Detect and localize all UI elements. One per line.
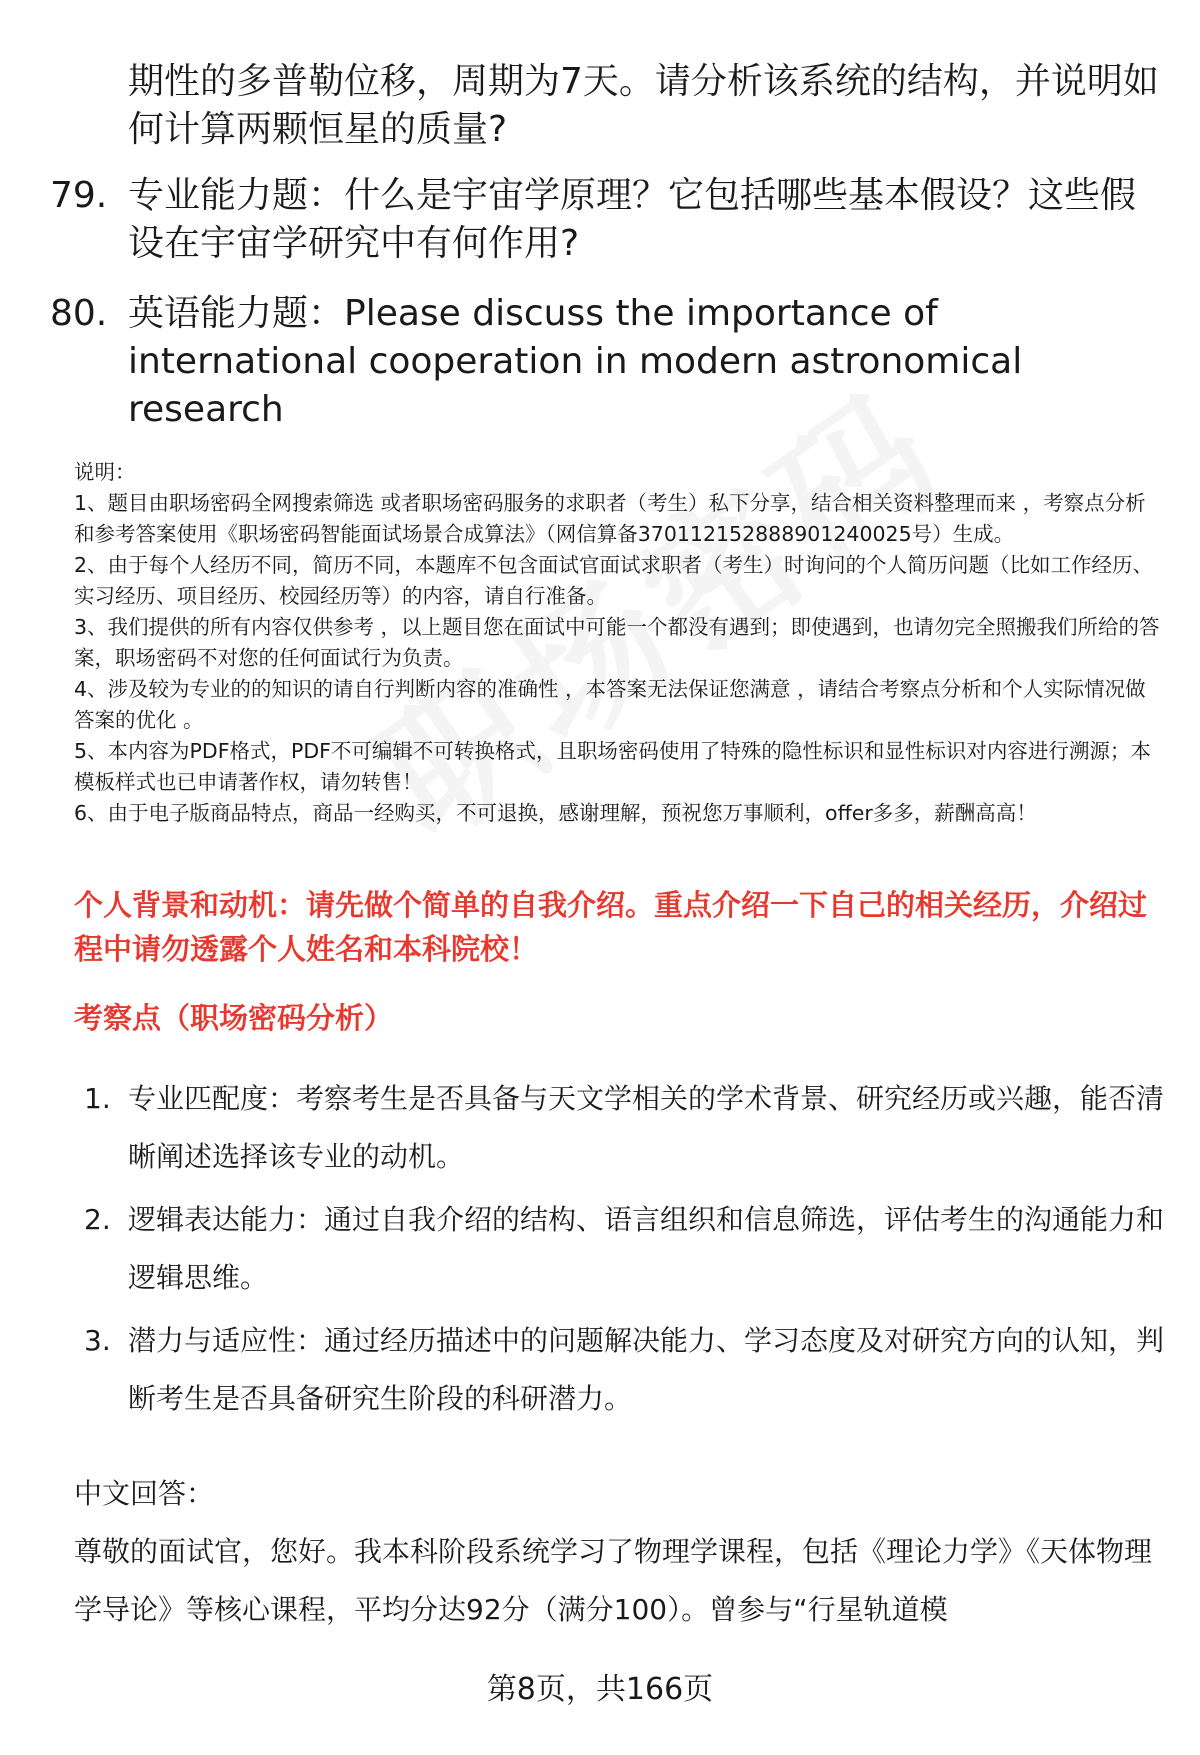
question-79 (50, 172, 1168, 268)
point-text: 逻辑表达能力：通过自我介绍的结构、语言组织和信息筛选，评估考生的沟通能力和逻辑思维。 (128, 1203, 1165, 1294)
point-text: 潜力与适应性：通过经历描述中的问题解决能力、学习态度及对研究方向的认知，判断考生是否具备研究生阶段的科研潜力。 (128, 1324, 1165, 1415)
question-number: 80. (50, 293, 108, 334)
question-text: 英语能力题：Please discuss the importance of international cooperation in modern astronomical research (128, 293, 1023, 430)
page-number: 第8页，共166页 (486, 1672, 714, 1707)
note-item: 6、由于电子版商品特点，商品一经购买，不可退换，感谢理解，预祝您万事顺利，offer多多，薪酬高高！ (74, 801, 1037, 825)
point-number: 1. (84, 1082, 111, 1115)
answer-label: 中文回答： (74, 1477, 215, 1510)
background-question: 个人背景和动机：请先做个简单的自我介绍。重点介绍一下自己的相关经历，介绍过程中请勿透露个人姓名和本科院校！ (74, 888, 1148, 966)
notes-title: 说明： (74, 460, 136, 484)
note-item: 4、涉及较为专业的的知识的请自行判断内容的准确性 ，本答案无法保证您满意 ，请结合考察点分析和个人实际情况做答案的优化 。 (74, 677, 1146, 732)
note-item: 2、由于每个人经历不同，简历不同，本题库不包含面试官面试求职者（考生）时询问的个人简历问题（比如工作经历、实习经历、项目经历、校园经历等）的内容，请自行准备。 (74, 553, 1154, 608)
question-80 (50, 290, 1168, 434)
analysis-points (74, 1070, 1174, 1433)
point-number: 3. (84, 1324, 111, 1357)
analysis-point (74, 1070, 1174, 1186)
point-text: 专业匹配度：考察考生是否具备与天文学相关的学术背景、研究经历或兴趣，能否清晰阐述选择该专业的动机。 (128, 1082, 1165, 1173)
point-number: 2. (84, 1203, 111, 1236)
question-number: 79. (50, 175, 108, 216)
note-item: 3、我们提供的所有内容仅供参考 ，以上题目您在面试中可能一个都没有遇到；即使遇到，也请勿完全照搬我们所给的答案，职场密码不对您的任何面试行为负责。 (74, 615, 1160, 670)
analysis-point (74, 1191, 1174, 1307)
analysis-title: 考察点（职场密码分析） (74, 1001, 394, 1035)
analysis-point (74, 1312, 1174, 1428)
note-item: 1、题目由职场密码全网搜索筛选 或者职场密码服务的求职者（考生）私下分享，结合相关资料整理而来 ，考察点分析和参考答案使用《职场密码智能面试场景合成算法》（网信算备370112152888901240025号）生成。 (74, 491, 1146, 546)
question-78-continuation: 期性的多普勒位移，周期为7天。请分析该系统的结构，并说明如何计算两颗恒星的质量? (128, 61, 1159, 150)
note-item: 5、本内容为PDF格式，PDF不可编辑不可转换格式，且职场密码使用了特殊的隐性标识和显性标识对内容进行溯源；本模板样式也已申请著作权，请勿转售！ (74, 739, 1151, 794)
notes-section (74, 457, 1164, 829)
question-text: 专业能力题：什么是宇宙学原理？它包括哪些基本假设？这些假设在宇宙学研究中有何作用? (128, 175, 1137, 264)
answer-text: 尊敬的面试官，您好。我本科阶段系统学习了物理学课程，包括《理论力学》《天体物理学导论》等核心课程，平均分达92分（满分100）。曾参与“行星轨道模 (74, 1535, 1153, 1626)
